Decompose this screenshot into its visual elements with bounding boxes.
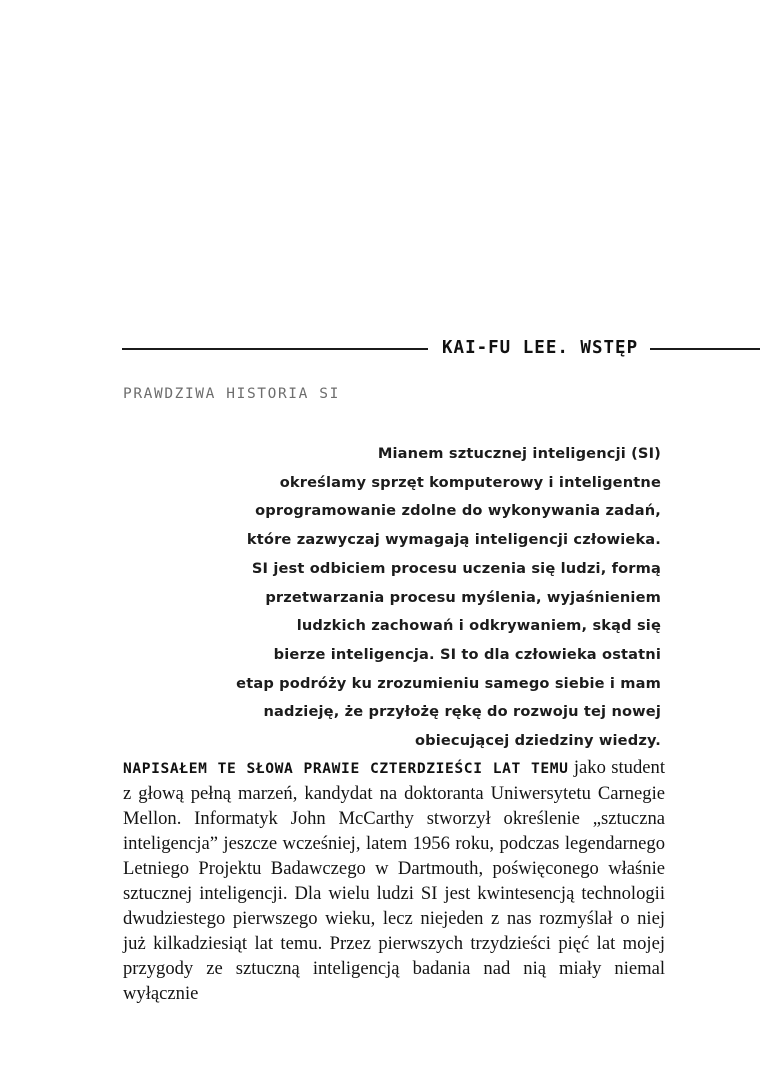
epigraph-line: ludzkich zachowań i odkrywaniem, skąd się — [296, 617, 661, 635]
epigraph-line: Mianem sztucznej inteligencji (SI) — [377, 445, 661, 462]
running-head — [0, 336, 760, 362]
epigraph-line: nadzieję, że przyłożę rękę do rozwoju tej nowej — [263, 703, 661, 721]
epigraph-line: obiecującej dziedziny wiedzy. — [414, 732, 661, 750]
epigraph-line: przetwarzania procesu myślenia, wyjaśnieniem — [265, 588, 661, 606]
body-paragraph — [123, 755, 665, 1007]
epigraph — [150, 440, 661, 756]
epigraph-line: określamy sprzęt komputerowy i inteligentne — [279, 473, 661, 491]
epigraph-line: które zazwyczaj wymagają inteligencji człowieka. — [246, 531, 661, 549]
epigraph-line: oprogramowanie zdolne do wykonywania zadań, — [255, 502, 661, 520]
running-head-rule-left — [122, 348, 428, 350]
running-head-title: KAI-FU LEE. WSTĘP — [442, 338, 639, 359]
epigraph-line: etap podróży ku zrozumieniu samego siebie i mam — [236, 674, 661, 692]
body-running-text: jako student z głową pełną marzeń, kandydat na doktoranta Uniwersytetu Carnegie Mellon. Informatyk John McCarthy stworzył określenie „sztuczna inteligencja” jeszcze wcześniej, latem 1956 roku, podczas legendarnego Letniego Projektu Badawczego w Dartmouth, poświęconego właśnie sztucznej inteligencji. Dla wielu ludzi SI jest kwintesencją technologii dwudziestego pierwszego wieku, lecz niejeden z nas rozmyślał o niej już kilkadziesiąt lat temu. Przez pierwszych trzydzieści pięć lat mojej przygody ze sztuczną inteligencją badania nad nią miały niemal wyłącznie — [123, 756, 665, 1005]
epigraph-line: SI jest odbiciem procesu uczenia się ludzi, formą — [251, 559, 661, 577]
running-head-rule-right — [650, 348, 760, 350]
body-lead-in: NAPISAŁEM TE SŁOWA PRAWIE CZTERDZIEŚCI LAT TEMU — [123, 759, 569, 777]
section-label: PRAWDZIWA HISTORIA SI — [123, 386, 340, 402]
epigraph-line: bierze inteligencja. SI to dla człowieka ostatni — [273, 645, 661, 663]
